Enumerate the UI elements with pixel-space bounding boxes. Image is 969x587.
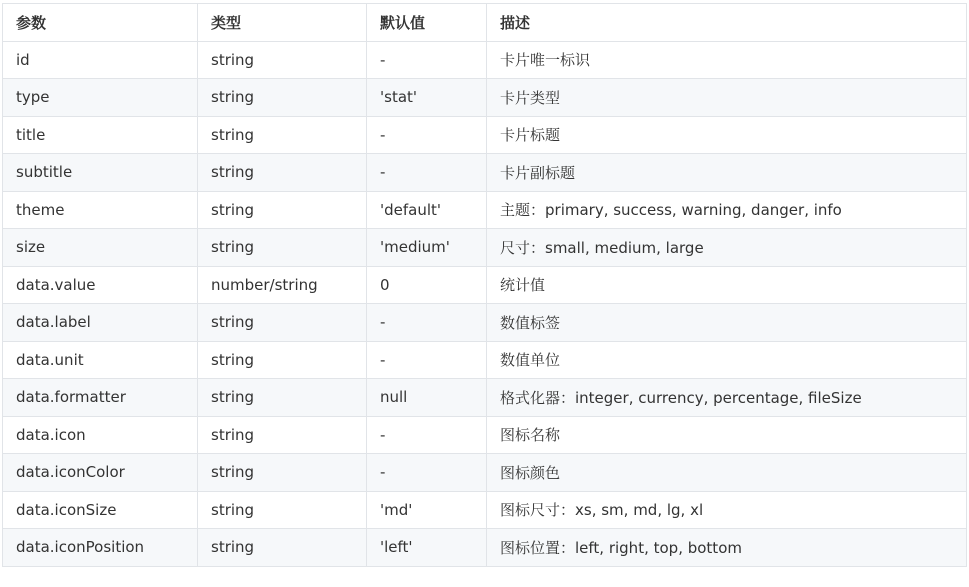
cell-param: size [3,229,198,267]
cell-description: 卡片唯一标识 [487,41,967,79]
cell-type: string [198,154,367,192]
cell-type: string [198,229,367,267]
cell-default: - [367,41,487,79]
cell-description: 图标尺寸：xs, sm, md, lg, xl [487,491,967,529]
cell-description: 数值单位 [487,341,967,379]
table-row [3,116,967,154]
table-row [3,79,967,117]
header-default: 默认值 [367,4,487,42]
cell-default: 'md' [367,491,487,529]
header-param: 参数 [3,4,198,42]
cell-description: 卡片标题 [487,116,967,154]
cell-param: type [3,79,198,117]
cell-default: - [367,304,487,342]
cell-default: - [367,116,487,154]
cell-description: 图标颜色 [487,454,967,492]
cell-default: 'default' [367,191,487,229]
table-row [3,379,967,417]
cell-param: title [3,116,198,154]
cell-param: subtitle [3,154,198,192]
cell-type: string [198,191,367,229]
cell-default: 'stat' [367,79,487,117]
table-row [3,304,967,342]
cell-default: null [367,379,487,417]
cell-type: number/string [198,266,367,304]
table-row [3,154,967,192]
table-row [3,416,967,454]
cell-type: string [198,304,367,342]
cell-param: data.iconSize [3,491,198,529]
table-row [3,41,967,79]
cell-type: string [198,491,367,529]
cell-default: 'medium' [367,229,487,267]
cell-default: - [367,341,487,379]
cell-type: string [198,79,367,117]
table-header-row [3,4,967,42]
table-row [3,191,967,229]
cell-type: string [198,454,367,492]
cell-type: string [198,116,367,154]
cell-default: 'left' [367,529,487,567]
cell-param: data.iconColor [3,454,198,492]
cell-param: data.label [3,304,198,342]
cell-description: 图标名称 [487,416,967,454]
cell-type: string [198,379,367,417]
table-row [3,529,967,567]
cell-param: data.value [3,266,198,304]
cell-type: string [198,41,367,79]
table-row [3,454,967,492]
cell-description: 统计值 [487,266,967,304]
header-type: 类型 [198,4,367,42]
cell-description: 格式化器：integer, currency, percentage, fileSize [487,379,967,417]
table-row [3,229,967,267]
cell-type: string [198,529,367,567]
cell-description: 卡片副标题 [487,154,967,192]
cell-param: id [3,41,198,79]
cell-type: string [198,416,367,454]
cell-description: 尺寸：small, medium, large [487,229,967,267]
parameters-table [2,3,967,567]
cell-description: 数值标签 [487,304,967,342]
table-row [3,266,967,304]
cell-default: - [367,154,487,192]
cell-default: - [367,416,487,454]
table-row [3,491,967,529]
cell-type: string [198,341,367,379]
cell-default: - [367,454,487,492]
cell-param: theme [3,191,198,229]
cell-description: 主题：primary, success, warning, danger, info [487,191,967,229]
cell-param: data.iconPosition [3,529,198,567]
header-description: 描述 [487,4,967,42]
cell-description: 卡片类型 [487,79,967,117]
cell-param: data.unit [3,341,198,379]
cell-param: data.formatter [3,379,198,417]
cell-param: data.icon [3,416,198,454]
cell-default: 0 [367,266,487,304]
cell-description: 图标位置：left, right, top, bottom [487,529,967,567]
table-row [3,341,967,379]
